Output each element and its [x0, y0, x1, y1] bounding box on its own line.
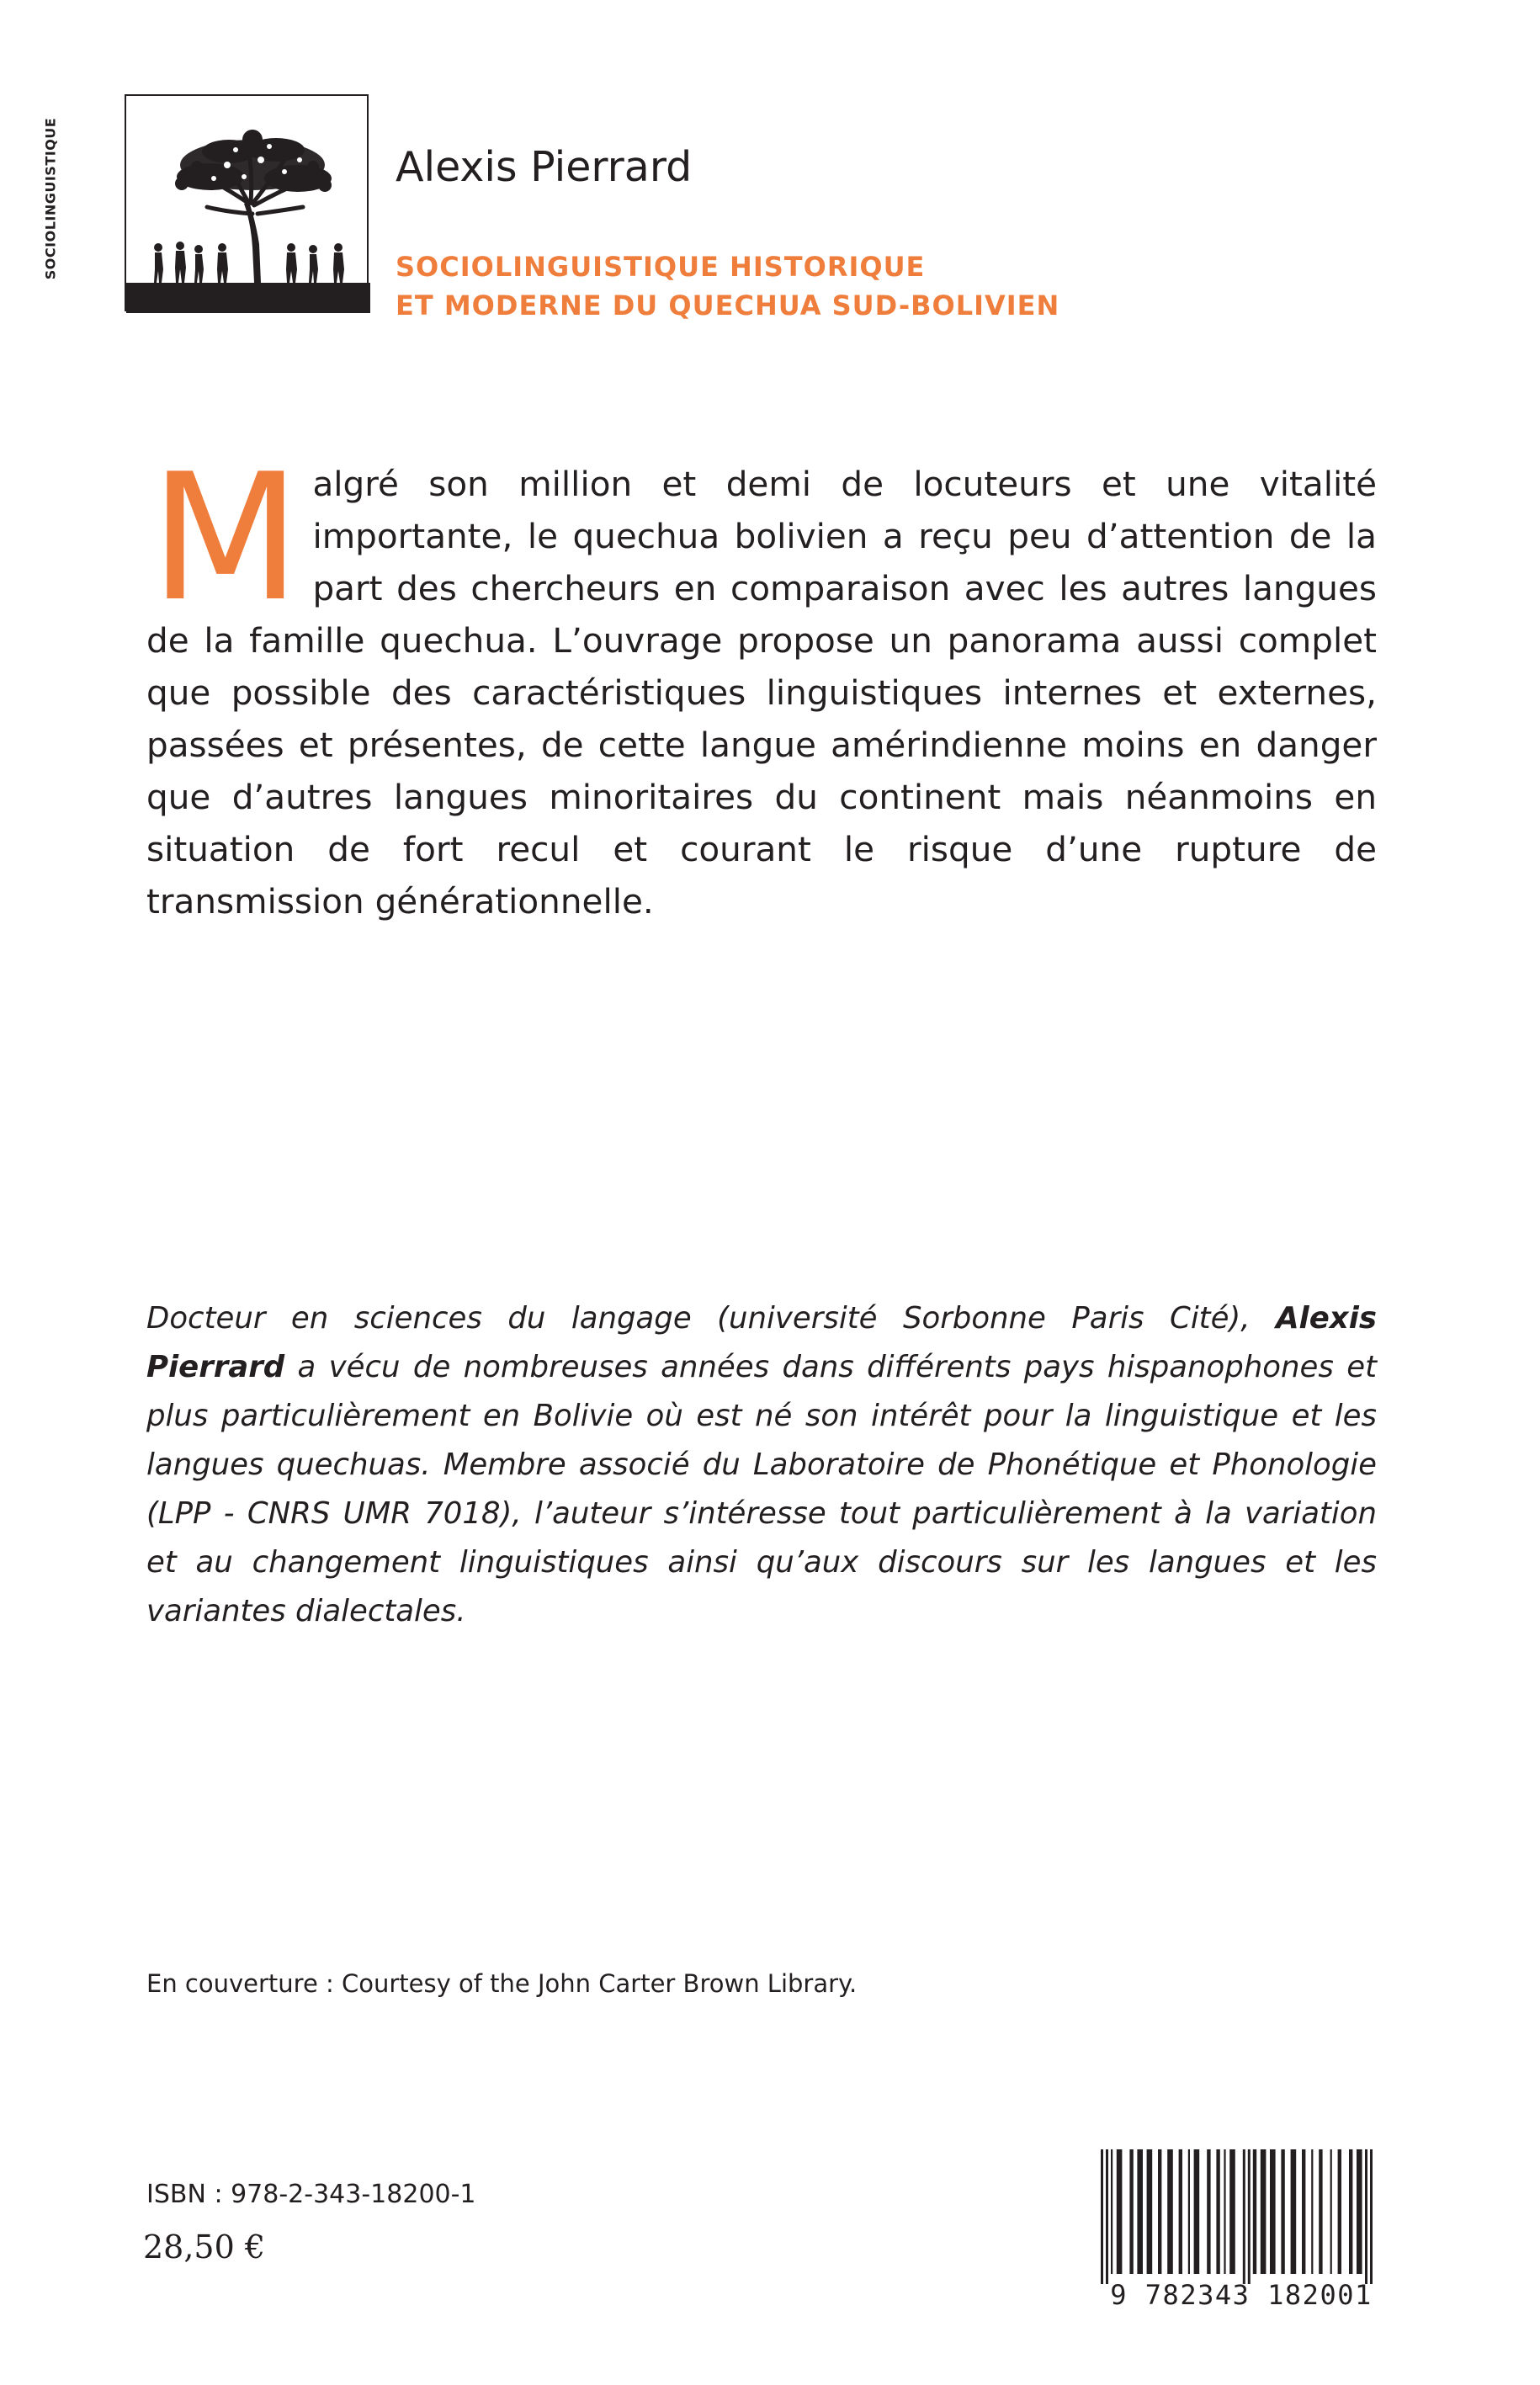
isbn: ISBN : 978-2-343-18200-1 [146, 2180, 476, 2209]
bio-intro: Docteur en sciences du langage (université Sorbonne Paris Cité), [146, 1301, 1277, 1336]
author-bio [146, 1294, 1377, 1636]
bio-author-name: Alexis Pierrard [146, 1301, 1377, 1384]
author-name: Alexis Pierrard [396, 143, 693, 191]
series-label: SOCIOLINGUISTIQUE [42, 117, 59, 280]
book-title-line-2: ET MODERNE DU QUECHUA SUD-BOLIVIEN [396, 289, 1060, 321]
price: 28,50 € [143, 2228, 266, 2265]
book-title [396, 247, 1059, 325]
barcode-digits: 9 782343 182001 [1110, 2279, 1373, 2311]
bio-text: a vécu de nombreuses années dans différents pays hispanophones et plus particulièrement en Bolivie où est né son intérêt pour la linguistique et les langues quechuas. Membre associé du Laboratoire de Phonétique et Phonologie (LPP - CNRS UMR 7018), l’auteur s’intéresse tout particulièrement à la variation et au changement linguistiques ainsi qu’aux discours sur les langues et les variantes dialectales. [146, 1350, 1377, 1628]
series-logo [125, 94, 369, 311]
tree-logo-icon [126, 96, 370, 313]
summary-text: algré son million et demi de locuteurs et une vitalité importante, le quechua bolivien a reçu peu d’attention de la part des chercheurs en comparaison avec les autres langues de la famille quechua. L’ouvrage propose un panorama aussi complet que possible des caractéristiques linguistiques internes et externes, passées et présentes, de cette langue amérindienne moins en danger que d’autres langues minoritaires du continent mais néanmoins en situation de fort recul et courant le risque d’une rupture de transmission générationnelle. [146, 464, 1377, 922]
book-summary [146, 437, 1377, 927]
book-title-line-1: SOCIOLINGUISTIQUE HISTORIQUE [396, 251, 926, 283]
drop-cap: M [150, 437, 301, 640]
cover-credit: En couverture : Courtesy of the John Carter Brown Library. [146, 1969, 858, 1998]
